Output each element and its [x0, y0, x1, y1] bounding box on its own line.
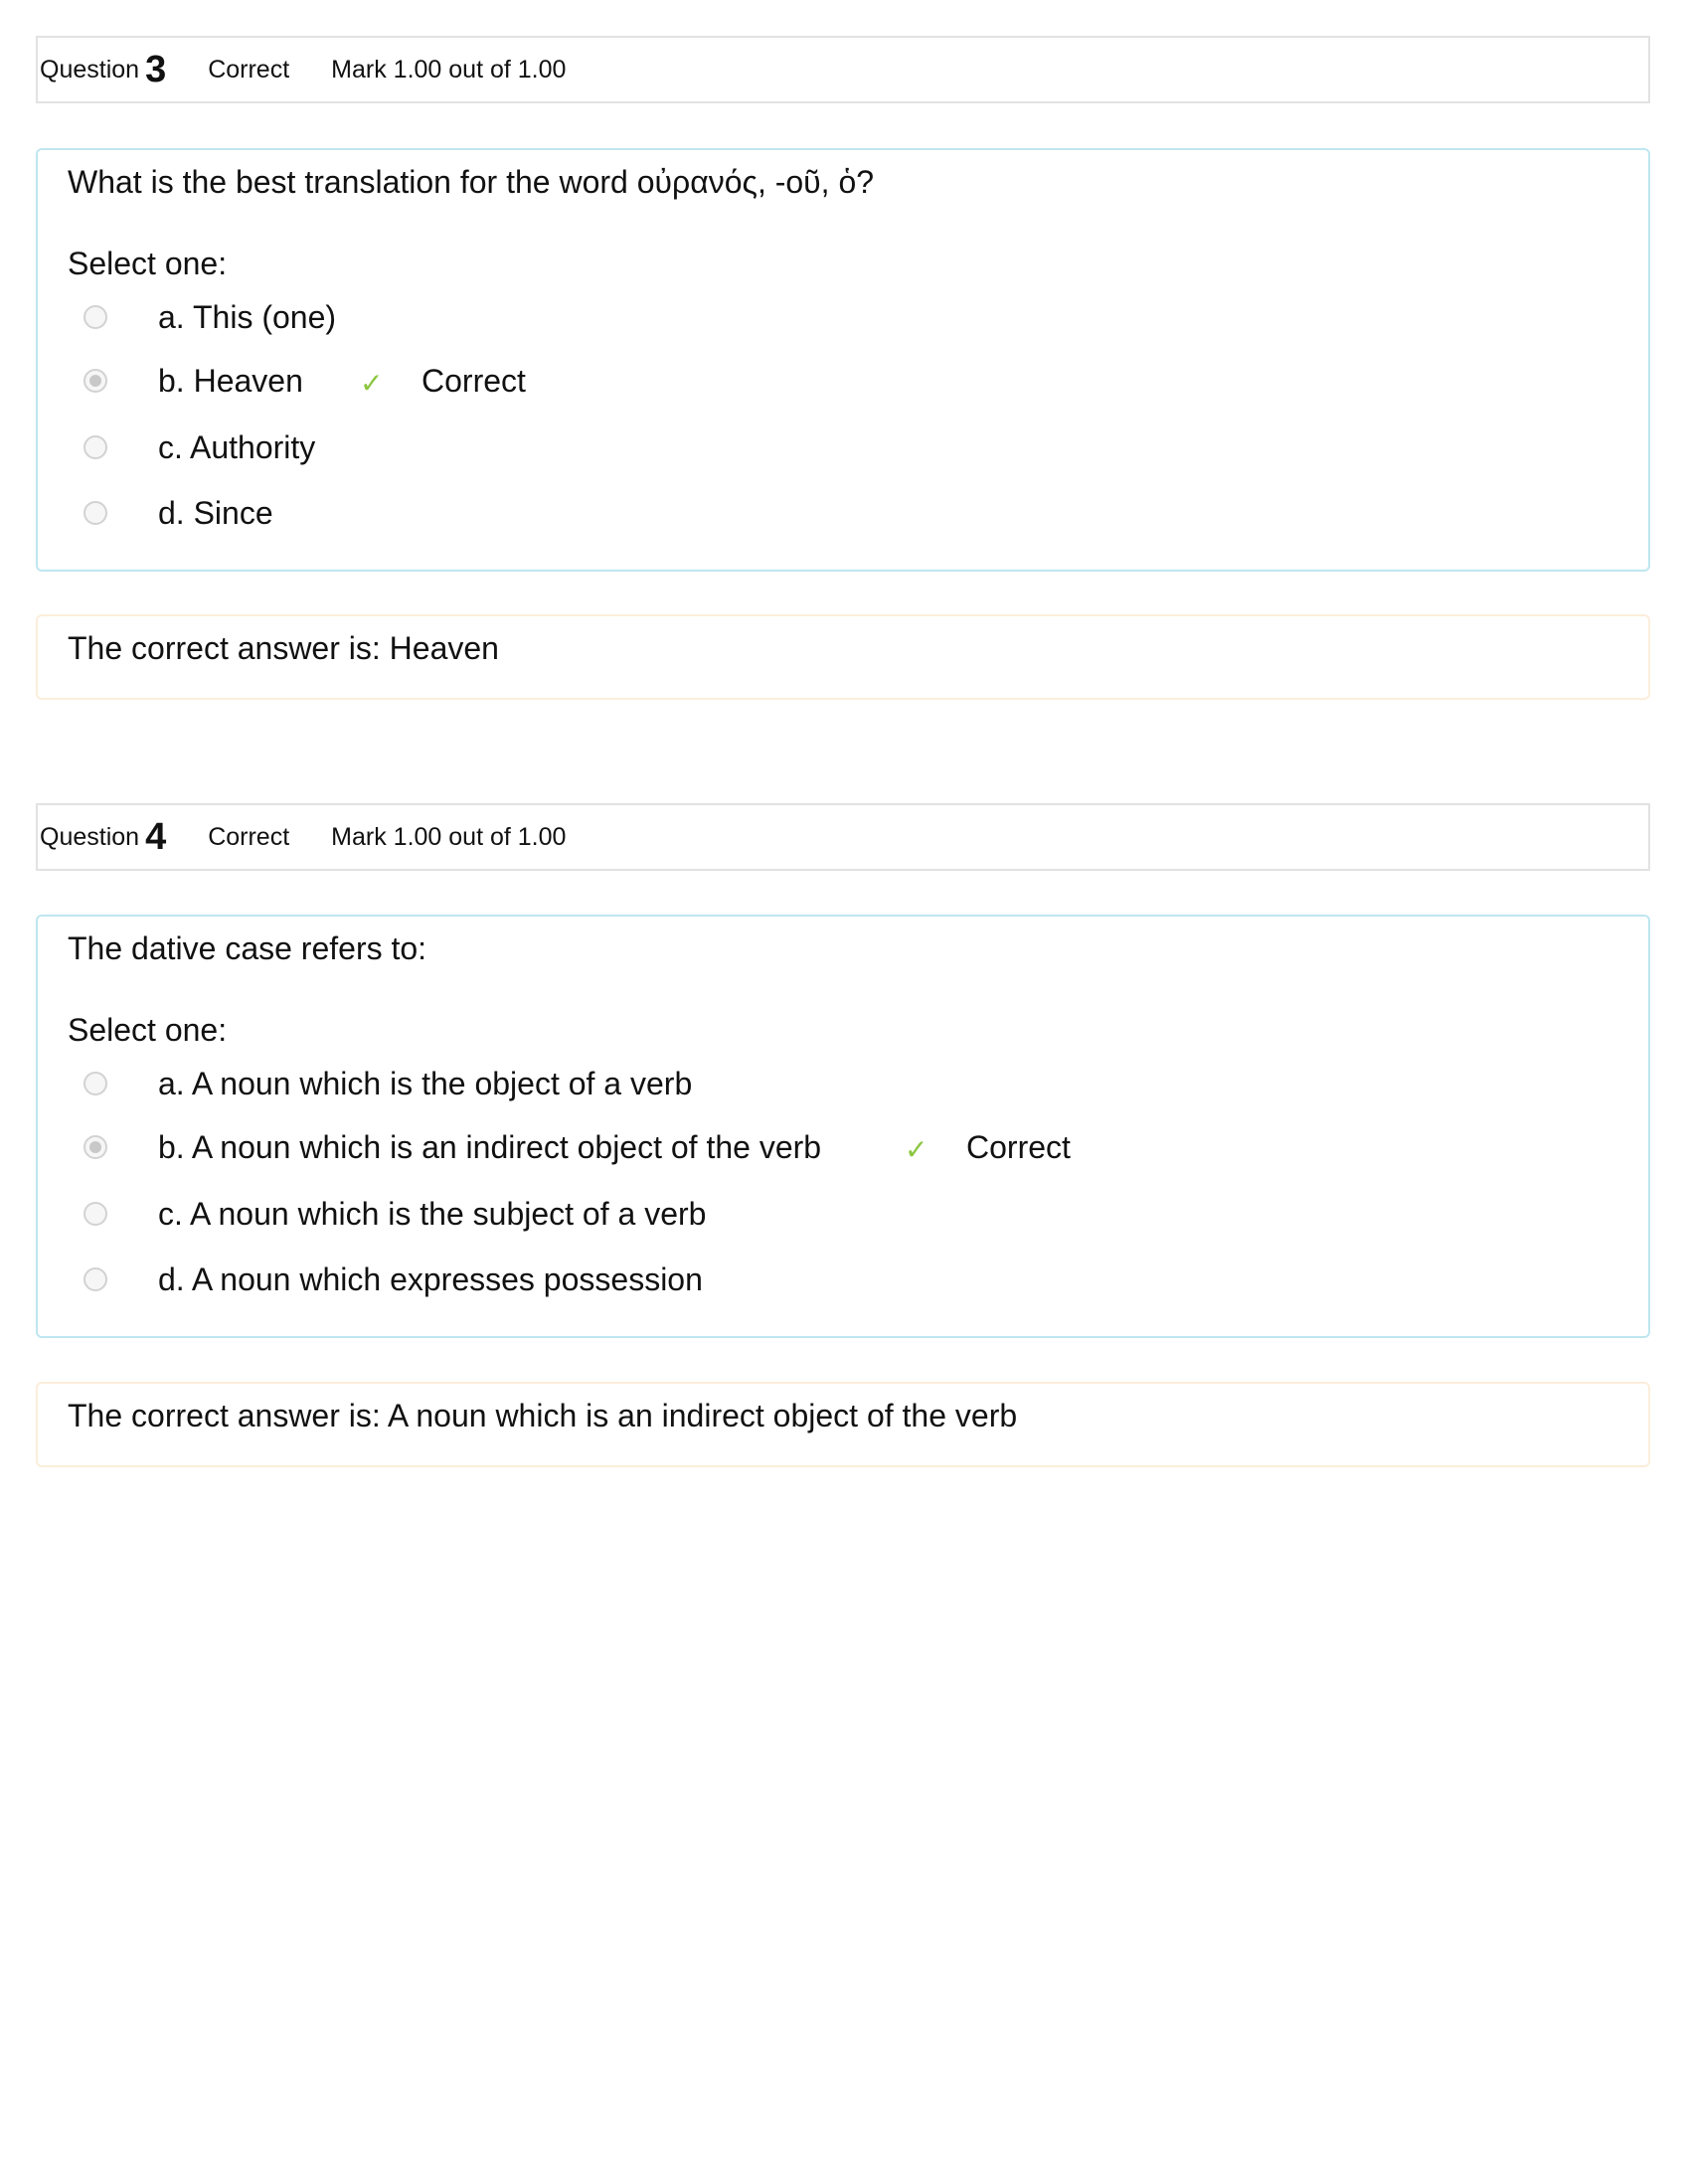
question-text: What is the best translation for the word οὐρανός, -οῦ, ὁ?: [68, 164, 875, 200]
radio-button[interactable]: [84, 1072, 107, 1095]
question-mark: Mark 1.00 out of 1.00: [331, 822, 567, 851]
question-4-header: [36, 803, 1650, 871]
question-3-content: [36, 148, 1650, 572]
feedback-correct: Correct: [422, 362, 526, 399]
question-mark: Mark 1.00 out of 1.00: [331, 55, 567, 84]
check-icon: ✓: [360, 368, 384, 399]
option-label: c. A noun which is the subject of a verb: [158, 1195, 707, 1232]
option-label: a. This (one): [158, 298, 337, 335]
feedback-correct: Correct: [966, 1128, 1071, 1165]
question-3-answer: [36, 614, 1650, 700]
question-number: 3: [145, 48, 167, 90]
question-label: Question: [40, 822, 140, 851]
radio-button-selected[interactable]: [84, 369, 107, 393]
question-text: The dative case refers to:: [68, 930, 427, 966]
question-4-answer: [36, 1382, 1650, 1467]
radio-button[interactable]: [84, 501, 107, 525]
check-icon: ✓: [905, 1134, 928, 1165]
radio-button[interactable]: [84, 435, 107, 459]
option-label: b. A noun which is an indirect object of the verb: [158, 1128, 822, 1165]
select-one-label: Select one:: [68, 246, 228, 281]
correct-answer-text: The correct answer is: Heaven: [68, 630, 499, 666]
question-number: 4: [145, 815, 167, 858]
option-label: a. A noun which is the object of a verb: [158, 1065, 693, 1101]
option-label: c. Authority: [158, 428, 316, 465]
question-label: Question: [40, 55, 140, 84]
question-3-header: [36, 36, 1650, 103]
option-label: d. A noun which expresses possession: [158, 1260, 703, 1297]
radio-button[interactable]: [84, 305, 107, 329]
select-one-label: Select one:: [68, 1012, 228, 1048]
option-label: d. Since: [158, 494, 273, 531]
question-state: Correct: [208, 822, 290, 851]
question-4-content: [36, 915, 1650, 1338]
radio-button-selected[interactable]: [84, 1135, 107, 1159]
radio-button[interactable]: [84, 1202, 107, 1226]
option-label: b. Heaven: [158, 362, 303, 399]
question-state: Correct: [208, 55, 290, 84]
correct-answer-text: The correct answer is: A noun which is an indirect object of the verb: [68, 1398, 1018, 1433]
radio-button[interactable]: [84, 1267, 107, 1291]
